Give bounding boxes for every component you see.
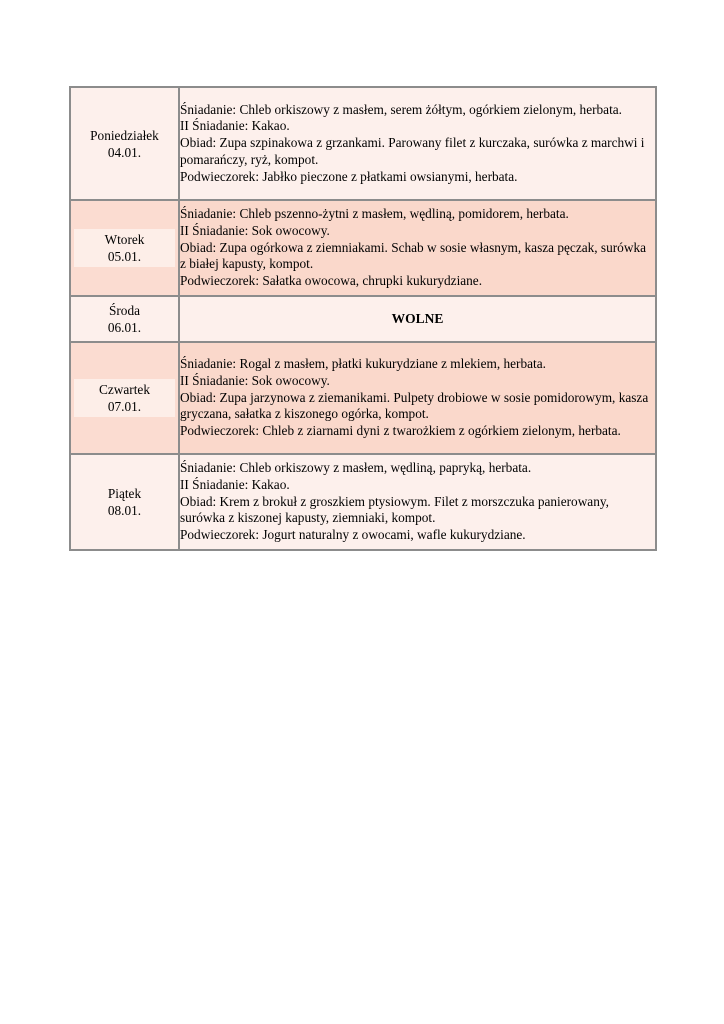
- day-label-box: [74, 379, 175, 417]
- day-name: Czwartek: [99, 382, 150, 397]
- meal-breakfast: Śniadanie: Rogal z masłem, płatki kukurydziane z mlekiem, herbata.: [180, 356, 546, 371]
- day-row-tuesday: [70, 200, 656, 296]
- day-off-cell: [179, 296, 656, 342]
- meals-cell: [179, 87, 656, 200]
- meal-second-breakfast: II Śniadanie: Kakao.: [180, 118, 290, 134]
- meals-cell: [179, 342, 656, 454]
- meal-second-breakfast: II Śniadanie: Sok owocowy.: [180, 222, 330, 238]
- meal-breakfast: Śniadanie: Chleb orkiszowy z masłem, serem żółtym, ogórkiem zielonym, herbata.: [180, 101, 623, 117]
- day-cell: [70, 454, 179, 550]
- meal-second-breakfast: II Śniadanie: Kakao.: [180, 476, 290, 492]
- meal-lunch: Obiad: Zupa ogórkowa z ziemniakami. Schab w sosie własnym, kasza pęczak, surówka z białej kapusty, kompot.: [180, 239, 646, 272]
- day-cell: [70, 87, 179, 200]
- day-name: Poniedziałek: [90, 127, 159, 143]
- day-name: Środa: [108, 303, 141, 318]
- meal-lunch: Obiad: Zupa jarzynowa z ziemanikami. Pulpety drobiowe w sosie pomidorowym, kasza gryczana, sałatka z kiszonego ogórka, kompot.: [180, 389, 649, 422]
- day-label-box: [74, 229, 175, 267]
- day-cell: [70, 296, 179, 342]
- meal-snack: Podwieczorek: Sałatka owocowa, chrupki kukurydziane.: [180, 273, 483, 289]
- day-row-wednesday: [70, 296, 656, 342]
- day-date: 05.01.: [107, 249, 142, 264]
- day-date: 08.01.: [107, 503, 142, 518]
- meals-cell: [179, 454, 656, 550]
- meal-breakfast: Śniadanie: Chleb orkiszowy z masłem, wędliną, papryką, herbata.: [180, 460, 532, 475]
- meal-lunch: Obiad: Krem z brokuł z groszkiem ptysiowym. Filet z morszczuka panierowany, surówka z kiszonej kapusty, ziemniaki, kompot.: [180, 493, 609, 526]
- day-label-box: [74, 125, 175, 163]
- day-row-monday: [70, 87, 656, 200]
- meals-cell: [179, 200, 656, 296]
- day-name: Wtorek: [104, 232, 145, 247]
- meal-snack: Podwieczorek: Jogurt naturalny z owocami, wafle kukurydziane.: [180, 527, 526, 543]
- meal-second-breakfast: II Śniadanie: Sok owocowy.: [180, 372, 330, 388]
- day-date: 06.01.: [107, 320, 142, 335]
- meal-snack: Podwieczorek: Chleb z ziarnami dyni z twarożkiem z ogórkiem zielonym, herbata.: [180, 423, 621, 439]
- day-row-friday: [70, 454, 656, 550]
- day-row-thursday: [70, 342, 656, 454]
- day-date: 04.01.: [107, 144, 142, 160]
- day-label-box: [74, 300, 175, 338]
- day-cell: [70, 342, 179, 454]
- day-off-label: WOLNE: [180, 301, 655, 337]
- day-cell: [70, 200, 179, 296]
- meal-lunch: Obiad: Zupa szpinakowa z grzankami. Parowany filet z kurczaka, surówka z marchwi i pomarańczy, ryż, kompot.: [180, 135, 645, 167]
- menu-table: [69, 86, 657, 551]
- day-date: 07.01.: [107, 399, 142, 414]
- meal-breakfast: Śniadanie: Chleb pszenno-żytni z masłem, wędliną, pomidorem, herbata.: [180, 206, 569, 221]
- meal-snack: Podwieczorek: Jabłko pieczone z płatkami owsianymi, herbata.: [180, 168, 518, 184]
- day-name: Piątek: [107, 486, 142, 501]
- day-label-box: [74, 483, 175, 521]
